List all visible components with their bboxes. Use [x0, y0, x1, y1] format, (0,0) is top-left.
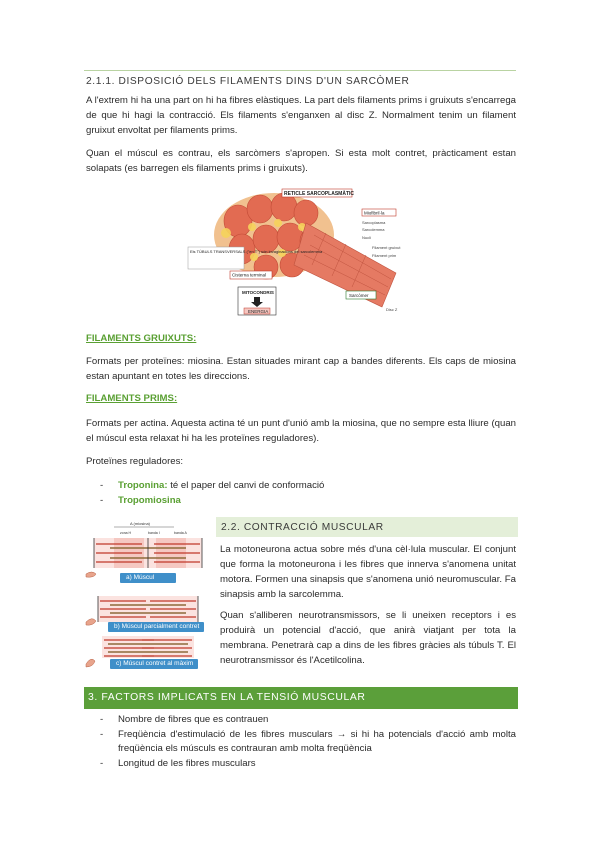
regulators-label: Proteïnes reguladores: [86, 456, 184, 467]
regulators-list [86, 479, 516, 508]
paragraph: La motoneurona actua sobre més d'una cèl·lula muscular. El conjunt que forma la motoneurona i les fibres que innerva s'anomena unitat motora. Formen una sinapsis que s'anomena unió neuromuscular. Fa sinapsis amb la sarcolemma. [220, 544, 516, 600]
section-heading-2-1-1: 2.1.1. DISPOSICIÓ DELS FILAMENTS DINS D'UN SARCÒMER [86, 76, 410, 87]
label-sarcomer: Sarcòmer [349, 293, 369, 298]
sarcomere-contraction-illustration [84, 518, 212, 670]
label-disc-z: Disc Z [386, 307, 398, 312]
caption-max: c) Múscul contret al màxim [110, 659, 198, 669]
label-tubuls: Els TÚBULS TRANSVERSALS ("en T") són invaginacions del sarcolemma [190, 249, 323, 254]
caption-relaxed: a) Múscul Relaxat [120, 573, 176, 583]
list-item [86, 479, 516, 494]
label-nucli: Nucli [362, 235, 371, 240]
factors-list [86, 713, 516, 771]
zone-label: banda I [148, 531, 160, 535]
section-heading-3: 3. FACTORS IMPLICATS EN LA TENSIÓ MUSCULAR [88, 692, 366, 703]
list-item: - Freqüència d'estimulació de les fibres musculars → si hi ha potencials d'acció amb molta freqüència els músculs es contrauran amb molta freqüència [86, 728, 516, 757]
label-filament-gruixut: Filament gruixut [372, 245, 401, 250]
heading-filaments-prims: FILAMENTS PRIMS: [86, 393, 178, 404]
label-energia: ENERGIA [248, 309, 269, 314]
zone-label: banda A [174, 531, 187, 535]
label-top: A (miosina) [130, 521, 151, 526]
paragraph: Quan s'alliberen neurotransmissors, se li uneixen receptors i es produirà un potencial d'acció, que anirà viatjant per tota la membrana. Penetrarà cap a dins de les fibres gràcies als túbuls T. El neurotransmissor és l'Acetilcolina. [220, 610, 516, 666]
list-item [86, 494, 516, 509]
caption-partial: b) Múscul parcialment contret [108, 622, 204, 632]
paragraph: Quan el múscul es contrau, els sarcòmers s'apropen. Si esta molt contret, pràcticament estan solapats (es barregen els filaments prims i gruixuts). [86, 148, 516, 174]
heading-filaments-gruixuts: FILAMENTS GRUIXUTS: [86, 333, 197, 344]
label-filament-prim: Filament prim [372, 253, 397, 258]
muscle-fiber-figure [186, 183, 414, 319]
section-rule [84, 70, 516, 71]
contraction-figure [84, 518, 212, 670]
paragraph: Formats per proteïnes: miosina. Estan situades mirant cap a bandes diferents. Els caps de miosina estan apuntant en totes les direccions. [86, 356, 516, 382]
label-mitocondris: MITOCONDRIS [242, 290, 274, 295]
label-cisterna: Cisterna terminal [232, 272, 267, 278]
paragraph: Formats per actina. Aquesta actina té un punt d'unió amb la miosina, que no sempre esta lliure (quan el múscul esta relaxat hi ha les proteïnes reguladores). [86, 418, 516, 444]
section-heading-2-2: 2.2. CONTRACCIÓ MUSCULAR [221, 522, 384, 533]
label-sarcoplasma: Sarcoplasma [362, 220, 386, 225]
label-miofibril: Miofibril·la [364, 210, 385, 216]
muscle-fiber-illustration [186, 183, 414, 319]
label-sarcolemma: Sarcolemma [362, 227, 385, 232]
item-name: Tropomiosina [118, 494, 181, 506]
zone-label: zona H [120, 531, 132, 535]
item-name: Troponina: [118, 480, 168, 491]
list-item: - Nombre de fibres que es contrauen [86, 713, 516, 728]
list-item: - Longitud de les fibres musculars [86, 757, 516, 772]
paragraph: A l'extrem hi ha una part on hi ha fibres elàstiques. La part dels filaments prims i gruixuts s'encarrega de que hi hagi la contracció. Els filaments s'enganxen al disc Z. Normalment tenim un filament gruixut envoltat per filaments prims. [86, 95, 516, 136]
item-desc: té el paper del canvi de conformació [167, 480, 325, 491]
label-reticle: RETICLE SARCOPLASMÀTIC [284, 191, 354, 197]
